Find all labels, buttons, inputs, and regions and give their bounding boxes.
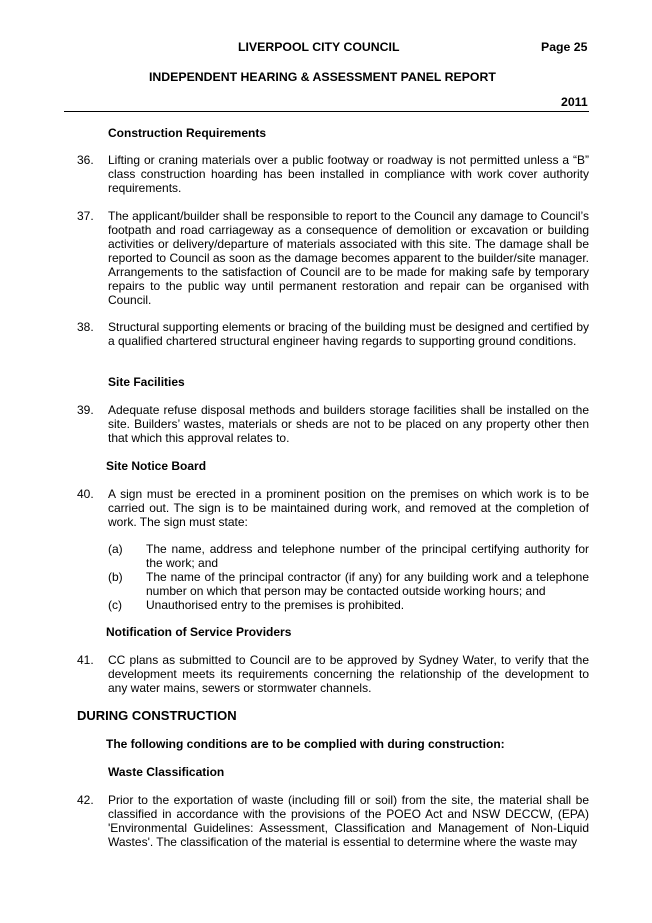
condition-number: 40. <box>77 487 94 501</box>
report-title: INDEPENDENT HEARING & ASSESSMENT PANEL REPORT <box>149 70 496 84</box>
sub-item-text: The name of the principal contractor (if any) for any building work and a telephone number on which that person may be contacted outside working hours; and <box>146 570 589 598</box>
condition-number: 37. <box>77 209 94 223</box>
section-heading-construction-requirements: Construction Requirements <box>108 126 267 140</box>
sub-item-text: The name, address and telephone number of the principal certifying authority for the work; and <box>146 542 589 570</box>
condition-number: 36. <box>77 153 94 167</box>
condition-text: CC plans as submitted to Council are to be approved by Sydney Water, to verify that the development meets its requirements concerning the relationship of the development to any water mains, sewers or stormwater channels. <box>108 653 589 695</box>
section-heading-site-facilities: Site Facilities <box>108 375 185 389</box>
during-construction-intro: The following conditions are to be complied with during construction: <box>106 737 505 751</box>
condition-text: Lifting or craning materials over a public footway or roadway is not permitted unless a “B” class construction hoarding has been installed in compliance with work cover authority requirements. <box>108 153 589 195</box>
condition-text: The applicant/builder shall be responsible to report to the Council any damage to Council’s footpath and road carriageway as a consequence of demolition or excavation or building activities or delivery/departure of materials associated with this site. The damage shall be reported to Council as soon as the damage becomes apparent to the builder/site manager. Arrangements to the satisfaction of Council are to be made for making safe by temporary repairs to the public way until permanent restoration and repair can be organised with Council. <box>108 209 589 307</box>
condition-number: 39. <box>77 403 94 417</box>
page-number: Page 25 <box>541 40 588 54</box>
condition-number: 38. <box>77 320 94 334</box>
condition-text: Adequate refuse disposal methods and builders storage facilities shall be installed on the site. Builders’ wastes, materials or sheds are not to be placed on any property other then that which this approval relates to. <box>108 403 589 445</box>
sub-item-text: Unauthorised entry to the premises is prohibited. <box>146 598 405 612</box>
condition-number: 42. <box>77 793 94 807</box>
sub-item-label: (c) <box>108 598 122 612</box>
report-year: 2011 <box>561 95 588 109</box>
council-name: LIVERPOOL CITY COUNCIL <box>238 40 400 54</box>
section-heading-notification-service-providers: Notification of Service Providers <box>106 625 292 639</box>
condition-text: Structural supporting elements or bracing of the building must be designed and certified by a qualified chartered structural engineer having regards to supporting ground conditions. <box>108 320 589 348</box>
condition-number: 41. <box>77 653 94 667</box>
section-heading-site-notice-board: Site Notice Board <box>106 459 207 473</box>
header-divider <box>64 111 589 112</box>
sub-item-label: (b) <box>108 570 123 584</box>
section-heading-during-construction: DURING CONSTRUCTION <box>77 708 237 723</box>
section-heading-waste-classification: Waste Classification <box>108 765 225 779</box>
condition-text: Prior to the exportation of waste (including fill or soil) from the site, the material shall be classified in accordance with the provisions of the POEO Act and NSW DECCW, (EPA) 'Environmental Guidelines: Assessment, Classification and Management of Non-Liquid Wastes'. The classification of the material is essential to determine where the waste may <box>108 793 589 849</box>
condition-text: A sign must be erected in a prominent position on the premises on which work is to be carried out. The sign is to be maintained during work, and removed at the completion of work. The sign must state: <box>108 487 589 529</box>
sub-item-label: (a) <box>108 542 123 556</box>
